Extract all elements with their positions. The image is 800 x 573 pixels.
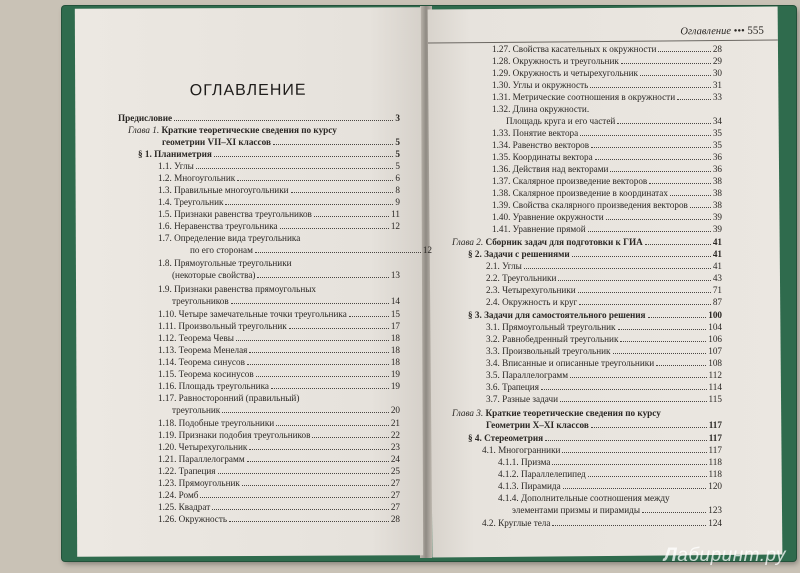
toc-page-number: 14	[390, 296, 400, 306]
toc-entry-label: 1.36. Действия над векторами	[492, 164, 609, 174]
toc-entry-label: 1.22. Трапеция	[158, 466, 216, 476]
toc-page-number: 35	[712, 140, 722, 150]
toc-entry	[158, 345, 400, 356]
toc-entry	[486, 370, 722, 381]
toc-page-number: 29	[712, 56, 722, 66]
toc-leader-dots	[225, 204, 393, 205]
toc-page-number: 27	[390, 490, 400, 500]
toc-entry	[158, 393, 400, 404]
chapter-number: Глава 1.	[128, 125, 160, 135]
toc-entry	[162, 137, 400, 148]
toc-leader-dots	[590, 87, 711, 88]
toc-page-number: 19	[390, 369, 400, 379]
toc-entry	[468, 433, 722, 444]
toc-page-number: 5	[395, 161, 400, 171]
toc-page-number: 28	[712, 44, 722, 54]
toc-leader-dots	[229, 521, 389, 522]
toc-entry-label: 1.11. Произвольный треугольник	[158, 321, 287, 331]
toc-entry-label: 1.13. Теорема Менелая	[158, 345, 248, 355]
toc-page-number: 115	[708, 394, 722, 404]
toc-leader-dots	[562, 452, 706, 453]
toc-entry-label: 1.37. Скалярное произведение векторов	[492, 176, 648, 186]
toc-entry-label: 1.25. Квадрат	[158, 502, 211, 512]
toc-entry-label: 1.12. Теорема Чевы	[158, 333, 234, 343]
toc-entry	[158, 309, 400, 320]
watermark-text: абиринт.ру	[677, 545, 786, 566]
toc-page-number: 12	[390, 221, 400, 231]
toc-entry	[158, 221, 400, 232]
toc-leader-dots	[218, 473, 389, 474]
toc-leader-dots	[312, 437, 388, 438]
toc-entry	[172, 405, 400, 416]
chapter-number: Глава 3.	[452, 408, 484, 418]
toc-page-number: 38	[712, 176, 722, 186]
toc-page-number: 5	[395, 137, 400, 147]
toc-page-number: 35	[712, 128, 722, 138]
toc-entry-label: треугольник	[172, 405, 221, 415]
toc-entry	[486, 334, 722, 345]
toc-leader-dots	[617, 123, 711, 124]
toc-entry-label: 4.2. Круглые тела	[482, 518, 551, 528]
toc-entry	[486, 394, 722, 405]
toc-leader-dots	[618, 329, 707, 330]
toc-entry-label: 1.4. Треугольник	[158, 197, 224, 207]
toc-page-number: 20	[390, 405, 400, 415]
toc-page-number: 21	[390, 418, 400, 428]
toc-entry	[498, 481, 722, 492]
toc-page-number: 36	[712, 164, 722, 174]
toc-entry-label: Глава 2. Сборник задач для подготовки к ГИА	[452, 237, 643, 247]
toc-entry-label: 3.2. Равнобедренный треугольник	[486, 334, 619, 344]
toc-entry-label: 1.26. Окружность	[158, 514, 228, 524]
toc-entry-label: 1.17. Равносторонний (правильный)	[158, 393, 300, 403]
toc-leader-dots	[649, 183, 711, 184]
toc-leader-dots	[524, 268, 711, 269]
toc-entry-label: 1.24. Ромб	[158, 490, 199, 500]
toc-entry	[486, 273, 722, 284]
toc-entry-label: 1.16. Площадь треугольника	[158, 381, 269, 391]
toc-entry	[492, 200, 722, 211]
toc-page-number: 8	[395, 185, 400, 195]
toc-entry-label: 1.8. Прямоугольные треугольники	[158, 258, 292, 268]
header-page-number: 555	[747, 24, 764, 37]
toc-entry	[158, 478, 400, 489]
toc-page-number: 117	[708, 420, 722, 430]
toc-leader-dots	[249, 352, 388, 353]
toc-leader-dots	[656, 365, 706, 366]
toc-leader-dots	[580, 135, 711, 136]
toc-entry-label: 4.1. Многогранники	[482, 445, 561, 455]
toc-entry	[492, 128, 722, 139]
toc-entry-label: 1.28. Окружность и треугольник	[492, 56, 619, 66]
toc-entry-label: 1.27. Свойства касательных к окружности	[492, 44, 657, 54]
toc-entry-label: 1.1. Углы	[158, 161, 194, 171]
toc-page-number: 43	[712, 273, 722, 283]
toc-entry	[158, 381, 400, 392]
toc-entry	[158, 466, 400, 477]
toc-leader-dots	[613, 353, 707, 354]
toc-leader-dots	[237, 180, 393, 181]
toc-page-number: 71	[712, 285, 722, 295]
toc-leader-dots	[658, 51, 710, 52]
toc-entry-label: 1.21. Параллелограмм	[158, 454, 245, 464]
toc-leader-dots	[212, 509, 389, 510]
toc-entry	[492, 152, 722, 163]
toc-entry-label: 3.7. Разные задачи	[486, 394, 558, 404]
toc-entry-label: 1.9. Признаки равенства прямоугольных	[158, 284, 317, 294]
toc-leader-dots	[645, 244, 711, 245]
toc-entry-label: 1.19. Признаки подобия треугольников	[158, 430, 311, 440]
toc-entry	[512, 505, 722, 516]
toc-entry	[158, 514, 400, 525]
toc-entry-label: § 2. Задачи с решениями	[468, 249, 570, 259]
toc-entry	[492, 80, 722, 91]
toc-entry-label: по его сторонам	[190, 245, 253, 255]
toc-entry-label: 1.29. Окружность и четырехугольник	[492, 68, 638, 78]
toc-entry-label: 4.1.1. Призма	[498, 457, 551, 467]
toc-leader-dots	[273, 144, 393, 145]
toc-leader-dots	[670, 195, 711, 196]
toc-leader-dots	[690, 207, 711, 208]
toc-page-number: 18	[390, 333, 400, 343]
toc-entry	[486, 261, 722, 272]
toc-page-number: 25	[390, 466, 400, 476]
toc-entry-label: 1.30. Углы и окружность	[492, 80, 589, 90]
toc-entry	[158, 430, 400, 441]
toc-entry	[158, 357, 400, 368]
toc-entry-label: 1.40. Уравнение окружности	[492, 212, 604, 222]
toc-entry-label: 1.38. Скалярное произведение в координатах	[492, 188, 668, 198]
toc-leader-dots	[271, 388, 389, 389]
toc-entry-label: (некоторые свойства)	[172, 270, 256, 280]
toc-leader-dots	[677, 99, 711, 100]
toc-entry	[492, 140, 722, 151]
toc-entry-label: 3.4. Вписанные и описанные треугольники	[486, 358, 655, 368]
toc-entry	[158, 321, 400, 332]
toc-page-number: 13	[390, 270, 400, 280]
toc-entry-label: 2.3. Четырехугольники	[486, 285, 576, 295]
toc-entry-label: 4.1.2. Параллелепипед	[498, 469, 586, 479]
toc-entry	[486, 322, 722, 333]
toc-page-number: 41	[712, 237, 722, 247]
toc-page-number: 117	[708, 445, 722, 455]
toc-entry	[158, 197, 400, 208]
toc-page-number: 23	[390, 442, 400, 452]
toc-leader-dots	[314, 216, 389, 217]
toc-entry-label: 3.3. Произвольный треугольник	[486, 346, 611, 356]
toc-leader-dots	[222, 412, 389, 413]
toc-leader-dots	[231, 303, 389, 304]
toc-page-number: 124	[708, 518, 722, 528]
toc-leader-dots	[276, 425, 389, 426]
toc-entry	[492, 164, 722, 175]
toc-entry	[158, 161, 400, 172]
toc-leader-dots	[570, 377, 707, 378]
toc-page-number: 112	[708, 370, 722, 380]
toc-entry-label: 1.31. Метрические соотношения в окружности	[492, 92, 676, 102]
toc-entry	[158, 442, 400, 453]
toc-entry-label: Глава 1. Краткие теоретические сведения по курсу	[128, 125, 337, 135]
toc-page-number: 17	[390, 321, 400, 331]
toc-entry	[158, 369, 400, 380]
toc-leader-dots	[591, 427, 707, 428]
toc-entry	[158, 233, 400, 244]
toc-leader-dots	[558, 280, 710, 281]
toc-page-number: 18	[390, 357, 400, 367]
toc-leader-dots	[642, 512, 706, 513]
toc-leader-dots	[648, 317, 707, 318]
toc-entry-label: § 3. Задачи для самостоятельного решения	[468, 310, 646, 320]
toc-entry-label: 1.3. Правильные многоугольники	[158, 185, 289, 195]
toc-entry	[492, 56, 722, 67]
toc-entry-label: § 4. Стереометрия	[468, 433, 544, 443]
toc-entry-label: 2.4. Окружность и круг	[486, 297, 578, 307]
toc-page-number: 33	[712, 92, 722, 102]
toc-entry	[498, 493, 722, 504]
watermark-logo: Л	[663, 545, 678, 566]
toc-leader-dots	[588, 231, 711, 232]
toc-page-number: 39	[712, 224, 722, 234]
toc-entry	[482, 445, 722, 456]
toc-entry	[492, 44, 722, 55]
toc-leader-dots	[256, 376, 389, 377]
toc-page-number: 3	[395, 113, 400, 123]
chapter-number: Глава 2.	[452, 237, 484, 247]
toc-entry-label: 3.5. Параллелограмм	[486, 370, 569, 380]
toc-entry	[158, 490, 400, 501]
toc-leader-dots	[579, 304, 711, 305]
toc-entry	[482, 518, 722, 529]
toc-leader-dots	[552, 525, 706, 526]
toc-entry	[128, 125, 400, 136]
toc-entry-label: Площадь круга и его частей	[506, 116, 616, 126]
toc-leader-dots	[606, 219, 711, 220]
toc-page-number: 11	[391, 209, 400, 219]
toc-entry	[498, 457, 722, 468]
toc-leader-dots	[247, 364, 389, 365]
toc-page-number: 118	[708, 457, 722, 467]
toc-leader-dots	[236, 340, 389, 341]
toc-leader-dots	[280, 228, 389, 229]
toc-entry-label: 2.2. Треугольники	[486, 273, 557, 283]
toc-leader-dots	[572, 256, 711, 257]
toc-entry	[172, 270, 400, 281]
toc-entry-label: 1.23. Прямоугольник	[158, 478, 240, 488]
toc-entry-label: 1.39. Свойства скалярного произведения векторов	[492, 200, 688, 210]
toc-leader-dots	[174, 120, 393, 121]
toc-page-number: 107	[708, 346, 722, 356]
toc-entry	[452, 237, 722, 248]
toc-page-number: 117	[708, 433, 722, 443]
toc-page-number: 108	[708, 358, 722, 368]
toc-page-number: 18	[390, 345, 400, 355]
toc-leader-dots	[588, 476, 707, 477]
toc-page-number: 41	[712, 249, 722, 259]
toc-entry	[190, 245, 432, 256]
toc-entry	[486, 285, 722, 296]
header-mark: •••	[733, 25, 745, 37]
toc-entry	[498, 469, 722, 480]
toc-leader-dots	[291, 192, 394, 193]
toc-entry	[492, 92, 722, 103]
toc-page-number: 24	[390, 454, 400, 464]
toc-page-number: 15	[390, 309, 400, 319]
toc-entry	[492, 188, 722, 199]
toc-page-number: 22	[390, 430, 400, 440]
toc-entry	[172, 296, 400, 307]
toc-entry-label: 1.6. Неравенства треугольника	[158, 221, 278, 231]
toc-leader-dots	[214, 156, 394, 157]
toc-entry-label: 1.15. Теорема косинусов	[158, 369, 254, 379]
toc-leader-dots	[595, 159, 711, 160]
toc-page-number: 28	[390, 514, 400, 524]
watermark	[664, 545, 786, 567]
toc-entry-label: Геометрии X–XI классов	[486, 420, 589, 430]
toc-leader-dots	[242, 485, 389, 486]
toc-page-number: 104	[708, 322, 722, 332]
toc-entry	[492, 212, 722, 223]
toc-entry-label: 1.33. Понятие вектора	[492, 128, 579, 138]
toc-entry	[486, 358, 722, 369]
toc-leader-dots	[249, 449, 388, 450]
toc-entry-label: 2.1. Углы	[486, 261, 522, 271]
toc-leader-dots	[541, 389, 707, 390]
toc-entry	[486, 420, 722, 431]
toc-entry-label: 1.41. Уравнение прямой	[492, 224, 586, 234]
toc-leader-dots	[289, 328, 389, 329]
toc-entry	[158, 454, 400, 465]
toc-leader-dots	[578, 292, 711, 293]
toc-entry	[468, 249, 722, 260]
toc-entry	[158, 173, 400, 184]
toc-entry	[468, 310, 722, 321]
toc-page-number: 27	[390, 502, 400, 512]
toc-entry-label: Глава 3. Краткие теоретические сведения по курсу	[452, 408, 661, 418]
toc-entry-label: 1.32. Длина окружности.	[492, 104, 590, 114]
toc-entry	[158, 333, 400, 344]
toc-entry	[492, 68, 722, 79]
running-header	[680, 25, 764, 38]
toc-entry	[158, 284, 400, 295]
toc-leader-dots	[563, 488, 707, 489]
toc-page-number: 114	[708, 382, 722, 392]
toc-leader-dots	[591, 147, 711, 148]
toc-page-number: 38	[712, 188, 722, 198]
toc-leader-dots	[610, 171, 710, 172]
toc-page-number: 34	[712, 116, 722, 126]
toc-page-number: 27	[390, 478, 400, 488]
toc-page-number: 19	[390, 381, 400, 391]
toc-entry	[158, 418, 400, 429]
toc-entry	[158, 185, 400, 196]
toc-page-number: 31	[712, 80, 722, 90]
toc-entry	[158, 502, 400, 513]
toc-entry-label: § 1. Планиметрия	[138, 149, 212, 159]
header-rule	[428, 39, 778, 43]
toc-entry	[486, 346, 722, 357]
toc-leader-dots	[621, 63, 711, 64]
toc-leader-dots	[255, 252, 421, 253]
toc-entry-label: 3.1. Прямоугольный треугольник	[486, 322, 616, 332]
toc-entry-label: треугольников	[172, 296, 229, 306]
toc-page-number: 87	[712, 297, 722, 307]
toc-entry	[506, 116, 722, 127]
toc-page-number: 118	[708, 469, 722, 479]
toc-entry-label: 1.2. Многоугольник	[158, 173, 236, 183]
toc-page-number: 41	[712, 261, 722, 271]
page-title: ОГЛАВЛЕНИЕ	[189, 81, 307, 100]
toc-leader-dots	[560, 401, 707, 402]
toc-entry-label: 1.20. Четырехугольник	[158, 442, 248, 452]
toc-leader-dots	[640, 75, 711, 76]
toc-page-number: 120	[708, 481, 722, 491]
toc-leader-dots	[200, 497, 388, 498]
toc-entry-label: элементами призмы и пирамиды	[512, 505, 640, 515]
toc-entry	[486, 382, 722, 393]
toc-leader-dots	[545, 440, 707, 441]
toc-entry	[486, 297, 722, 308]
toc-page-number: 12	[422, 245, 432, 255]
toc-entry-label: 1.34. Равенство векторов	[492, 140, 590, 150]
toc-entry-label: 1.14. Теорема синусов	[158, 357, 245, 367]
toc-leader-dots	[257, 277, 388, 278]
toc-entry	[158, 209, 400, 220]
toc-entry-label: 1.7. Определение вида треугольника	[158, 233, 301, 243]
toc-page-number: 123	[708, 505, 722, 515]
toc-leader-dots	[620, 341, 706, 342]
toc-entry	[118, 113, 400, 124]
toc-entry	[158, 258, 400, 269]
toc-entry-label: 1.18. Подобные треугольники	[158, 418, 275, 428]
toc-page-number: 6	[395, 173, 400, 183]
toc-entry	[452, 408, 722, 419]
toc-page-number: 9	[395, 197, 400, 207]
toc-leader-dots	[349, 316, 389, 317]
toc-page-number: 5	[395, 149, 400, 159]
toc-entry	[492, 104, 722, 115]
toc-entry-label: Предисловие	[118, 113, 173, 123]
toc-entry-label: 4.1.4. Дополнительные соотношения между	[498, 493, 670, 503]
toc-page-number: 39	[712, 212, 722, 222]
toc-entry-label: 4.1.3. Пирамида	[498, 481, 561, 491]
toc-page-number: 36	[712, 152, 722, 162]
header-text: Оглавление	[680, 25, 732, 38]
toc-leader-dots	[247, 461, 389, 462]
toc-page-number: 106	[708, 334, 722, 344]
toc-leader-dots	[552, 464, 706, 465]
toc-entry-label: 3.6. Трапеция	[486, 382, 539, 392]
toc-entry	[492, 224, 722, 235]
toc-entry-label: 1.10. Четыре замечательные точки треугольника	[158, 309, 347, 319]
toc-entry	[138, 149, 400, 160]
toc-entry	[492, 176, 722, 187]
toc-page-number: 100	[708, 310, 722, 320]
toc-entry-label: 1.5. Признаки равенства треугольников	[158, 209, 312, 219]
toc-entry-label: геометрии VII–XI классов	[162, 137, 271, 147]
toc-leader-dots	[196, 168, 394, 169]
toc-entry-label: 1.35. Координаты вектора	[492, 152, 593, 162]
toc-page-number: 30	[712, 68, 722, 78]
toc-page-number: 38	[712, 200, 722, 210]
